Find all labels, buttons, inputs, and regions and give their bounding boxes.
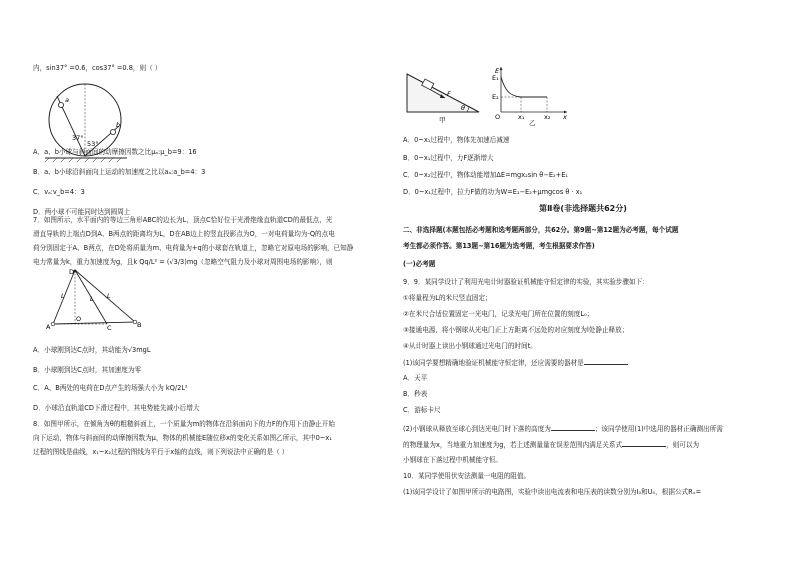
fig1-label-b: b — [116, 121, 121, 129]
q9-part-2-line-2 — [403, 440, 699, 450]
q9-step-3: ③接通电源，将小钢球从光电门正上方距离不远处的对应刻度为l处静止释放； — [403, 326, 629, 334]
q9-option-a: A．天平 — [403, 374, 428, 382]
q9-part-2-text-c: 的物理量为x，当地重力加速度为g，若上述测量量在误差范围内满足关系式 — [403, 441, 623, 449]
q9-part-2-line-3: 小钢球在下落过程中机械能守恒。 — [403, 456, 502, 464]
fig2-label-a: A — [46, 323, 51, 330]
figure-triangle-track — [45, 266, 155, 330]
fig1-label-a: a — [65, 96, 69, 104]
q7-option-b: B．小球刚到达C点时，其加速度为零 — [33, 366, 142, 374]
fig2-label-c: C — [107, 324, 112, 330]
section-2-title: 第Ⅱ卷(非选择题共62分) — [539, 204, 627, 213]
q7-option-c: C．A、B两处的电荷在D点产生的场强大小为 kQ/2L² — [33, 384, 188, 392]
q6-option-b: B．a、b小球沿斜面向上运动的加速度之比以aₐ:a_b=4：3 — [33, 168, 206, 176]
fig4-label-o: O — [495, 113, 501, 121]
q6-option-d: D．两小球不可能同时达到圆周上 — [33, 208, 131, 216]
fig3-caption: 甲 — [439, 116, 446, 124]
fig4-caption: 乙 — [529, 119, 536, 126]
q10-line: 10．某同学使用伏安法测量一电阻的阻值。 — [403, 472, 531, 480]
q9-step-2: ②在米尺合适位置固定一光电门，记录光电门所在位置的刻度L₀； — [403, 310, 594, 318]
fig4-label-x2: x₂ — [544, 113, 551, 121]
q8-option-a: A．0~x₁过程中，物体先加速后减速 — [403, 136, 510, 144]
fig3-label-theta: θ — [461, 104, 465, 112]
fig4-label-e1: E₁ — [492, 74, 499, 82]
q7-option-d: D．小球沿直轨道CD下滑过程中，其电势能先减小后增大 — [33, 404, 200, 412]
part2-heading-line-2: 考生都必须作答。第13题~第16题为选考题，考生根据要求作答) — [403, 242, 595, 250]
q10-part-1: (1)该同学设计了如图甲所示的电路图，实验中读出电流表和电压表的读数分别为I₀和U₀，根据公式Rₓ= — [403, 488, 702, 496]
figure-energy-graph — [491, 64, 571, 126]
q8-line-2: 向下运动，物体与斜面间的动摩擦因数为μ，物体的机械能E随位移x的变化关系如图乙所示，其中0~x₁ — [33, 434, 332, 442]
answer-blank — [584, 358, 628, 365]
q7-line-2: 滑直导轨的上端点D到A、B两点的距离均为L，D在AB边上的竖直投影点为O，一对电荷量均为-Q的点电 — [33, 230, 335, 238]
q8-option-c: C．0~x₂过程中，物体动能增加ΔE=mgx₂sin θ−E₂+E₁ — [403, 171, 569, 179]
fig1-angle-a: 37° — [72, 134, 84, 142]
fig2-label-l2: L — [107, 292, 111, 300]
q6-option-a: A．a、b小球与斜面间的动摩擦因数之比μₐ:μ_b=9：16 — [33, 148, 197, 156]
fig2-label-o: O — [76, 315, 82, 323]
q9-part-2-line-1 — [403, 424, 723, 434]
q7-line-3: 荷分别固定于A、B两点，在D处将质量为m、电荷量为+q的小球套在轨道上，忽略它对原电场的影响，已知静 — [33, 244, 354, 252]
q9-line-1: 9．9．某同学设计了利用光电计时器验证机械能守恒定律的实验，其实验步骤如下： — [403, 278, 649, 286]
fig2-label-b: B — [137, 321, 142, 329]
fig4-label-e: E — [495, 67, 500, 75]
fig4-label-x: x — [563, 113, 567, 121]
answer-blank — [622, 440, 666, 447]
q7-line-4: 电力常量为k，重力加速度为g，且k Qq/L² = (√3/3)mg（忽略空气阻力及小球对周围电场的影响），则 — [33, 258, 333, 266]
fig2-label-l1: L — [61, 292, 65, 300]
q9-part-2-text-a: (2)小钢球从释放至球心到达光电门时下落的高度为 — [403, 425, 551, 433]
fig2-label-d: D — [69, 268, 75, 276]
q8-option-b: B．0~x₁过程中，力F逐渐增大 — [403, 154, 494, 162]
q6-tail: 内，sin37° =0.6，cos37° =0.8，则（ ） — [33, 64, 162, 72]
q8-line-1: 8．如图甲所示，在倾角为θ的粗糙斜面上，一个质量为m的物体在沿斜面向下的力F的作用下由静止开始 — [33, 420, 335, 428]
q8-line-3: 过程的图线是曲线，x₁~x₂过程的图线为平行于x轴的直线，则下列说法中正确的是（ ） — [33, 448, 289, 456]
q9-step-4: ④从计时器上读出小钢球通过光电门的时间t。 — [403, 342, 537, 350]
q9-option-c: C．游标卡尺 — [403, 406, 441, 414]
fig1-angle-b: 53° — [87, 140, 99, 148]
fig4-label-e2: E₂ — [492, 93, 499, 101]
answer-blank — [551, 424, 595, 431]
part2-heading-line-1: 二、非选择题(本题包括必考题和选考题两部分，共62分。第9题~第12题为必考题，每个试题 — [403, 226, 679, 234]
figure-incline — [403, 68, 483, 124]
q9-part-1-text: (1)该同学要想精确地验证机械能守恒定律，还应需要的器材是 — [403, 359, 584, 367]
q9-part-2-text-b: ；该同学使用(1)中选用的器材正确测出所需 — [594, 425, 723, 433]
q9-option-b: B．秒表 — [403, 390, 428, 398]
q9-part-2-text-d: ，则可以为 — [666, 441, 700, 449]
q7-line-1: 7．如图所示，水平面内的等边三角形ABC的边长为L，顶点C恰好位于光滑绝缘直轨道CD的最低点，光 — [33, 216, 333, 224]
q7-option-a: A．小球刚到达C点时，其动能为√3mgL — [33, 346, 151, 354]
fig4-label-x1: x₁ — [518, 113, 525, 121]
fig2-label-l3: L — [90, 295, 94, 303]
q8-option-d: D．0~x₁过程中，拉力F做的功为W=E₁−E₂+μmgcos θ · x₁ — [403, 188, 583, 196]
required-section-label: (一)必考题 — [403, 260, 436, 268]
q6-option-c: C．vₐ:v_b=4：3 — [33, 188, 85, 196]
q9-part-1 — [403, 358, 628, 368]
q9-step-1: ①将量程为L的米尺竖直固定； — [403, 294, 492, 302]
fig3-label-f: F — [447, 90, 451, 98]
